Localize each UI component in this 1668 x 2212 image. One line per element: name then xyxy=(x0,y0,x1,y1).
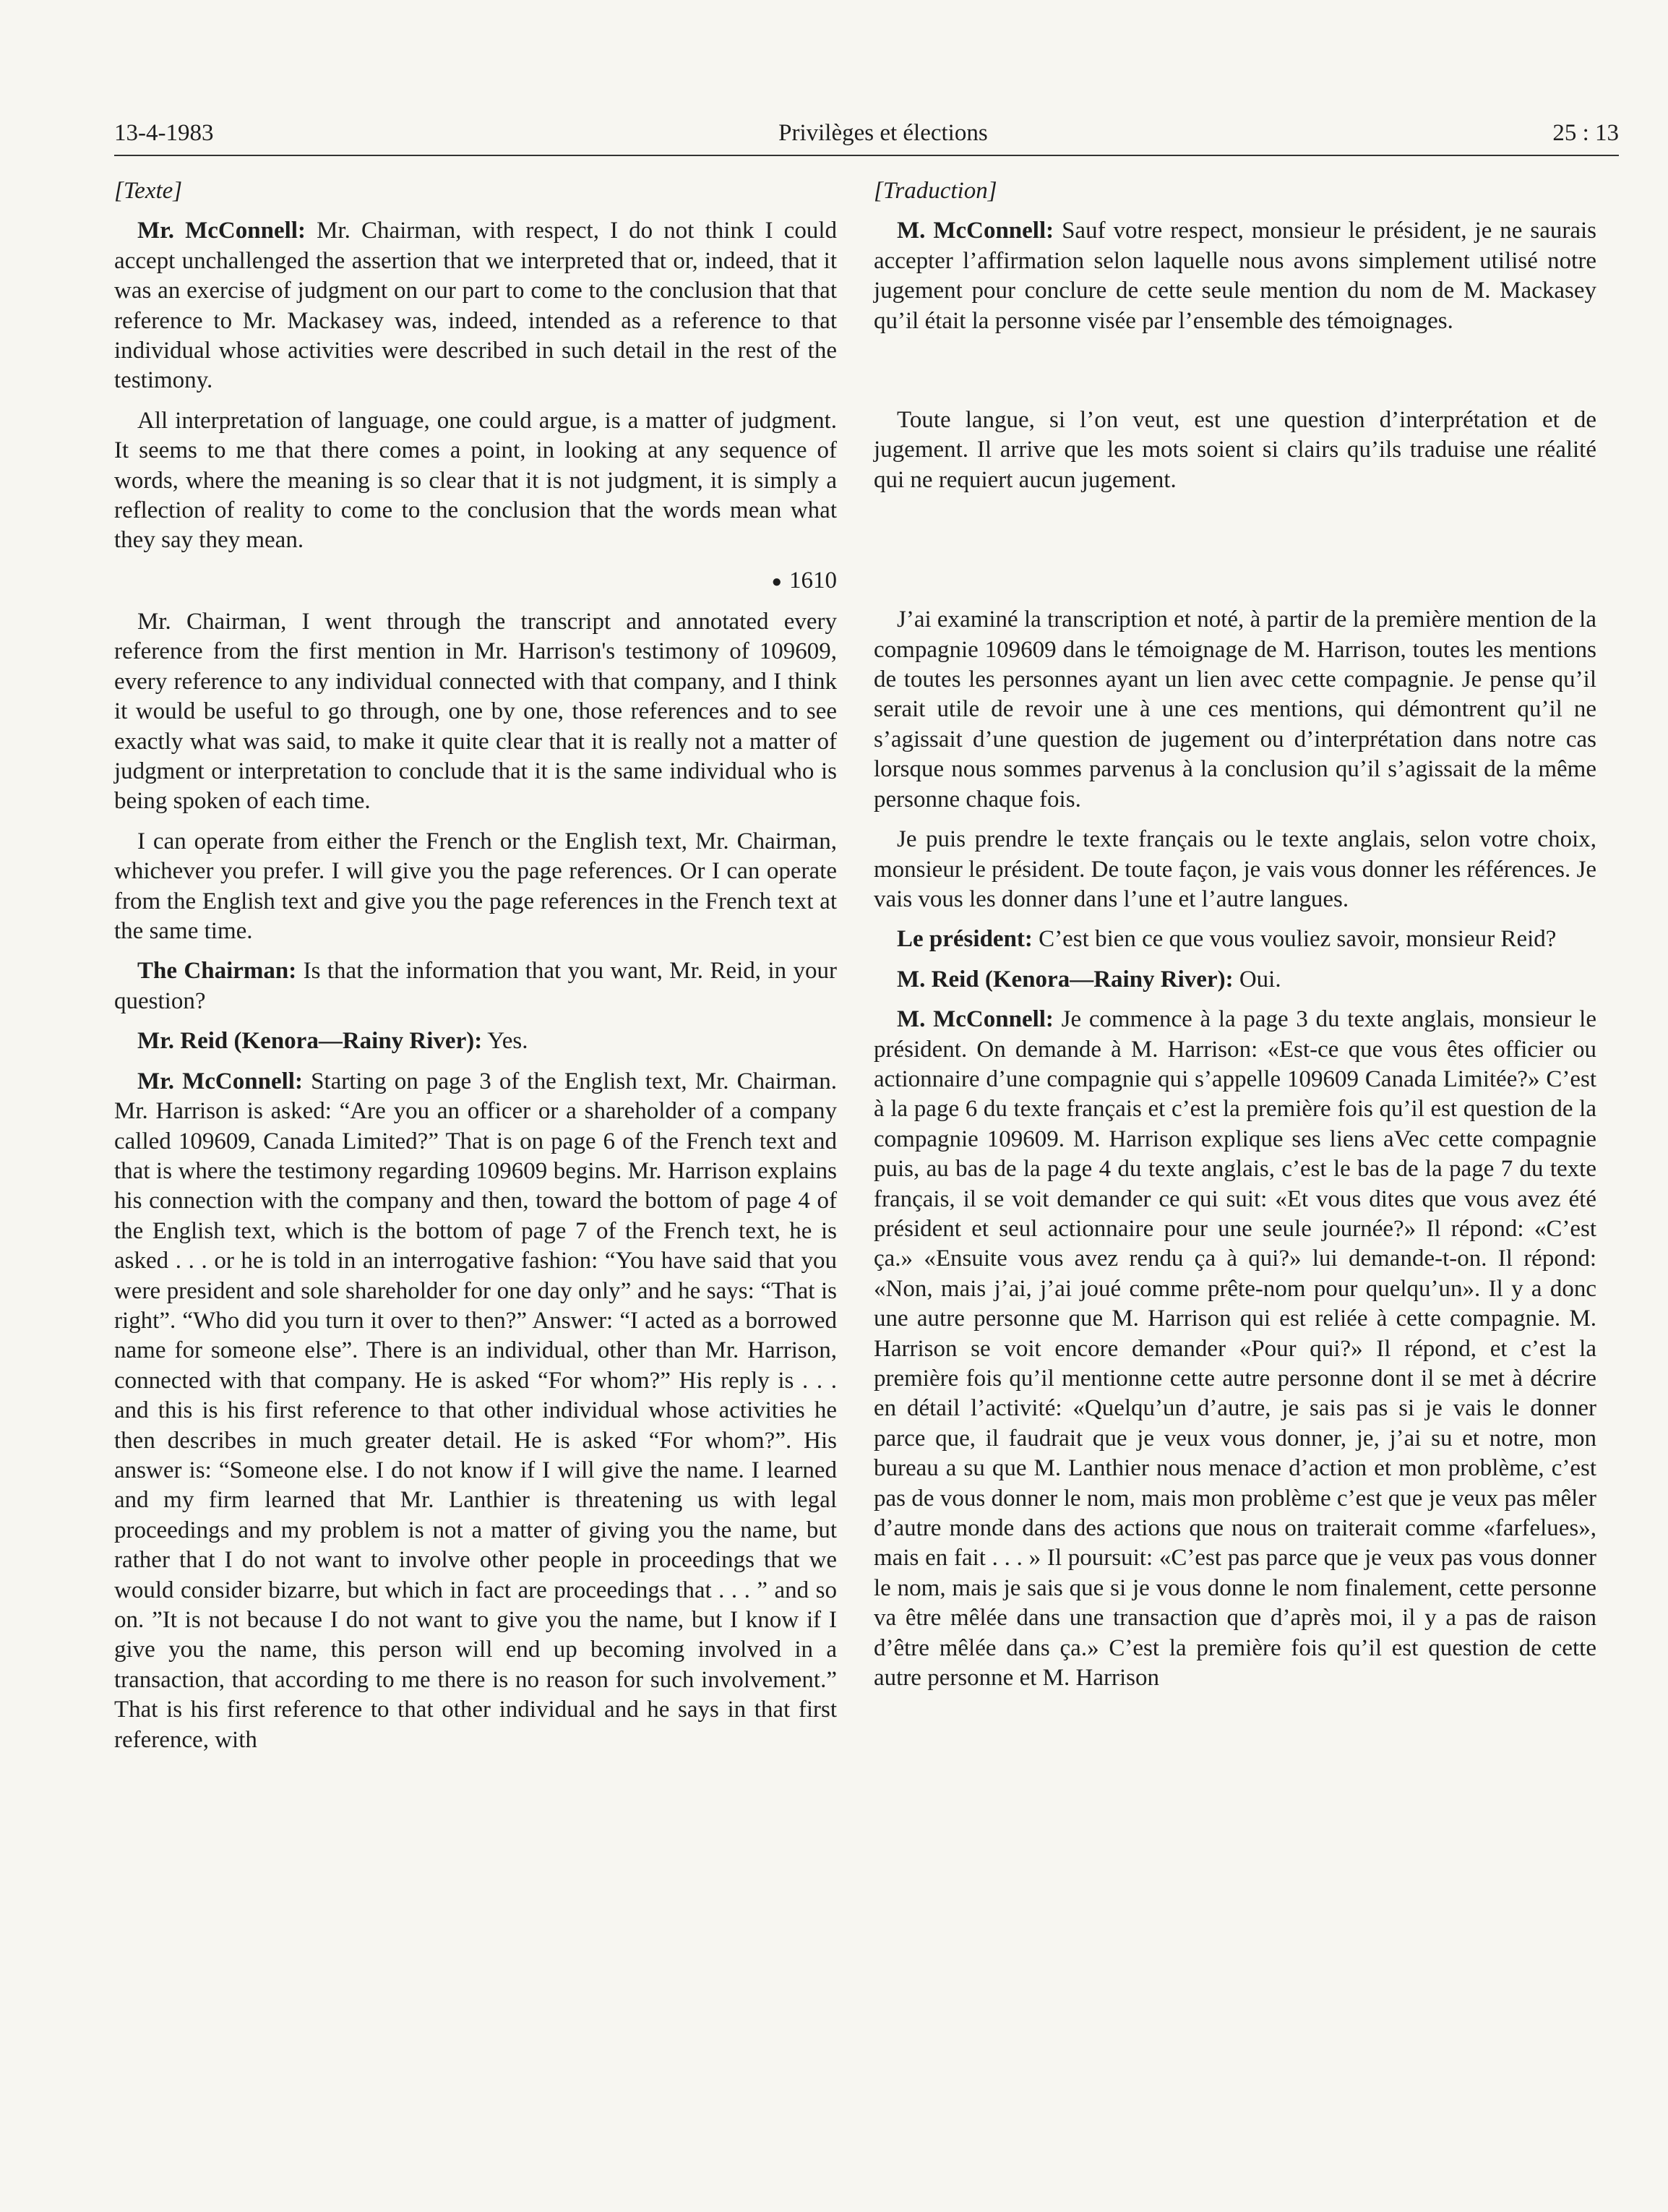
paragraph-text: Starting on page 3 of the English text, Mr. Chairman. Mr. Harrison is asked: “Are you an officer or a shareholder of a company called 109609, Canada Limited?” That is on page 6 of the French text and that is where the testimony regarding 109609 begins. Mr. Harrison explains his connection with the company and then, toward the bottom of page 4 of the English text, which is the bottom of page 7 of the French text, he is asked . . . or he is told in an interrogative fashion: “You have said that you were president and sole shareholder for one day only” and he says: “That is right”. “Who did you turn it over to then?” Answer: “I acted as a borrowed name for someone else”. There is an individual, other than Mr. Harrison, connected with that company. He is asked “For whom?” His reply is . . . and this is his first reference to that other individual whose activities he then describes in much greater detail. He is asked “For whom?”. His answer is: “Someone else. I do not know if I will give the name. I learned and my firm learned that Mr. Lanthier is threatening us with legal proceedings and my problem is not a matter of giving you the name, but rather that I do not want to involve other people in proceedings that we would consider bizarre, but which in fact are proceedings that . . . ” and so on. ”It is not because I do not want to give you the name, but I know if I give you the name, this person will end up becoming involved in a transaction, that according to me there is no reason for such involvement.” That is his first reference to that other individual and he says in that first reference, with xyxy=(114,1068,837,1753)
speaker-name: The Chairman: xyxy=(137,958,297,985)
header-page-number: 25 : 13 xyxy=(1552,120,1619,146)
speaker-name: Le président: xyxy=(897,926,1033,953)
column-gap xyxy=(874,346,1596,406)
paragraph: Toute langue, si l’on veut, est une question d’interprétation et de jugement. Il arrive que les mots soient si clairs qu’ils traduise une réalité qui ne requiert aucun jugement. xyxy=(874,407,1596,493)
paragraph xyxy=(114,1067,837,1755)
bullet-icon: ● xyxy=(771,572,782,591)
time-marker xyxy=(114,566,837,597)
paragraph: J’ai examiné la transcription et noté, à partir de la première mention de la compagnie 109609 dans le témoignage de M. Harrison, toutes les mentions de toutes les personnes ayant un lien avec cette compagnie. Je pense qu’il serait utile de revoir une à une ces mentions, qui démontrent qu’il ne s’agissait d’une question de jugement ou d’interprétation dans notre cas lorsque nous sommes parvenus à la conclusion qu’il s’agissait de la même personne chaque fois. xyxy=(874,606,1596,813)
french-column xyxy=(874,176,1596,1703)
paragraph-text: Sauf votre respect, monsieur le président, je ne saurais accepter l’affirmation selon laquelle nous avons simplement utilisé notre jugement pour conclure de cette seule mention du nom de M. Mackasey qu’il était la personne visée par l’ensemble des témoignages. xyxy=(874,218,1596,334)
paragraph xyxy=(114,1026,837,1056)
paragraph-text: Oui. xyxy=(1233,966,1281,993)
paragraph: I can operate from either the French or the English text, Mr. Chairman, whichever you prefer. I will give you the page references. Or I can operate from the English text and give you the page references in the French text at the same time. xyxy=(114,828,837,945)
speaker-name: Mr. McConnell: xyxy=(137,218,306,244)
paragraph-text: Mr. Chairman, with respect, I do not think I could accept unchallenged the assertion that we interpreted that or, indeed, that it was an exercise of judgment on our part to come to the conclusion that that reference to Mr. Mackasey was, indeed, intended as a reference to that individual whose activities were described in such detail in the rest of the testimony. xyxy=(114,218,837,394)
paragraph-text: Is that the information that you want, Mr. Reid, in your question? xyxy=(114,958,837,1014)
section-tag: [Texte] xyxy=(114,178,183,204)
english-column xyxy=(114,176,837,1765)
paragraph xyxy=(874,965,1596,995)
paragraph-text: Je commence à la page 3 du texte anglais, monsieur le président. On demande à M. Harrison: «Est-ce que vous êtes officier ou actionnaire d’une compagnie qui s’appelle 109609 Canada Limitée?» C’est à la page 6 du texte français et c’est la première fois qu’il est question de la compagnie 109609. M. Harrison explique ses liens aVec cette compagnie puis, au bas de la page 4 du texte anglais, c’est le bas de la page 7 du texte français, il se voit demander ce qui suit: «Et vous dites que vous avez été président et seul actionnaire pour une seule journée?» Il répond: «C’est ça.» «Ensuite vous avez rendu ça à qui?» lui demande-t-on. Il répond: «Non, mais j’ai, j’ai joué comme prête-nom pour quelqu’un». Il y a donc une autre personne que M. Harrison qui est reliée à cette compagnie. M. Harrison se voit encore demander «Pour qui?» Il répond, et c’est la première fois qu’il mentionne cette autre personne dont il se met à décrire en détail l’activité: «Quelqu’un d’autre, je sais pas si je vais le donner parce que, il faudrait que je veux vous donner, je, j’ai su et notre, mon bureau a su que M. Lanthier nous menace d’action et mon problème, c’est pas de vous donner le nom, mais mon problème c’est que je veux pas mêler d’autre monde dans des actions que nous on traiterait comme «farfelues», mais en fait . . . » Il poursuit: «C’est pas parce que je veux pas vous donner le nom, mais je sais que si je vous donne le nom finalement, cette personne va être mêlée dans une transaction que d’après moi, il y a pas de raison d’être mêlée dans ça.» C’est la première fois qu’il est question de cette autre personne et M. Harrison xyxy=(874,1006,1596,1692)
paragraph: All interpretation of language, one could argue, is a matter of judgment. It seems to me that there comes a point, in looking at any sequence of words, where the meaning is so clear that it is not judgment, it is simply a reflection of reality to come to the conclusion that the words mean what they say they mean. xyxy=(114,407,837,554)
running-header xyxy=(114,120,1619,147)
paragraph xyxy=(114,956,837,1016)
paragraph xyxy=(874,925,1596,954)
paragraph: Je puis prendre le texte français ou le texte anglais, selon votre choix, monsieur le président. De toute façon, je vais vous donner les références. Je vais vous les donner dans l’une et l’autre langues. xyxy=(874,826,1596,912)
speaker-name: Mr. Reid (Kenora—Rainy River): xyxy=(137,1028,483,1055)
speaker-name: M. McConnell: xyxy=(897,1006,1054,1033)
paragraph xyxy=(874,1005,1596,1693)
header-date: 13-4-1983 xyxy=(114,120,214,146)
header-title: Privilèges et élections xyxy=(778,120,988,146)
paragraph-text: C’est bien ce que vous vouliez savoir, monsieur Reid? xyxy=(1032,926,1557,953)
speaker-name: Mr. McConnell: xyxy=(137,1068,303,1094)
paragraph xyxy=(114,216,837,395)
paragraph-text: Yes. xyxy=(482,1028,528,1055)
paragraph: Mr. Chairman, I went through the transcript and annotated every reference from the first mention in Mr. Harrison's testimony of 109609, every reference to any individual connected with that company, and I think it would be useful to go through, one by one, those references and to see exactly what was said, to make it quite clear that it is really not a matter of judgment or interpretation to conclude that it is the same individual who is being spoken of each time. xyxy=(114,609,837,815)
speaker-name: M. Reid (Kenora—Rainy River): xyxy=(897,966,1234,993)
paragraph xyxy=(874,216,1596,336)
section-tag: [Traduction] xyxy=(874,178,997,204)
speaker-name: M. McConnell: xyxy=(897,218,1054,244)
header-divider xyxy=(114,155,1619,156)
column-gap xyxy=(874,505,1596,605)
time-marker-value: 1610 xyxy=(789,567,837,593)
